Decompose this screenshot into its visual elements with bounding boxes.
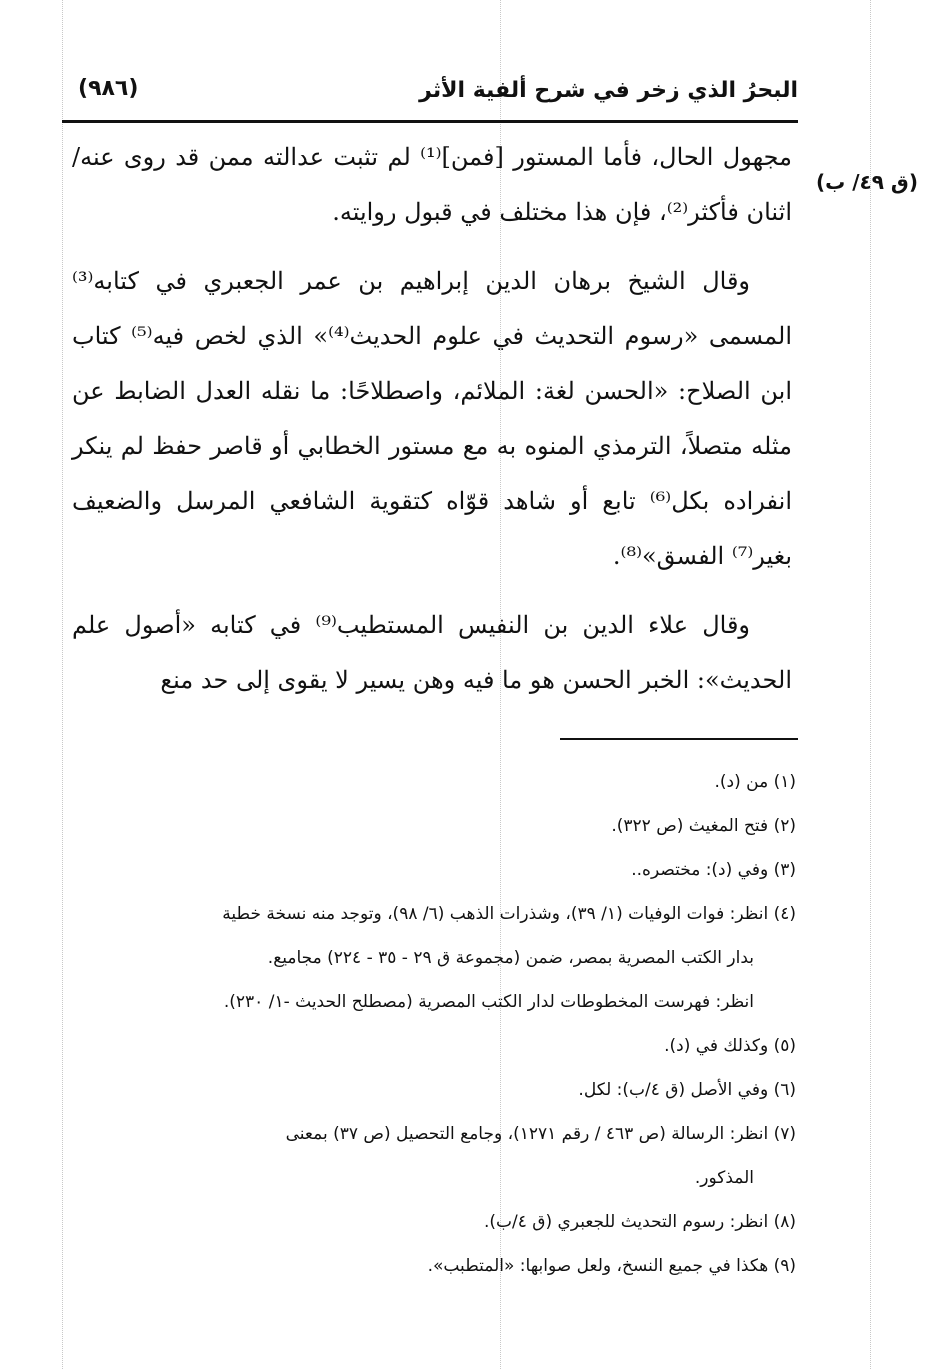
manuscript-folio-note: (ق ٤٩/ ب) <box>816 170 918 194</box>
paragraph: وقال الشيخ برهان الدين إبراهيم بن عمر الجعبري في كتابه⁽³⁾ المسمى «رسوم التحديث في علوم الحديث⁽⁴⁾» الذي لخص فيه⁽⁵⁾ كتاب ابن الصلاح: «الحسن لغة: الملائم، واصطلاحًا: ما نقله العدل الضابط عن مثله متصلاً، الترمذي المنوه به مع مستور الخطابي أو قاصر حفظ لم ينكر انفراده بكل⁽⁶⁾ تابع أو شاهد قوّاه كتقوية الشافعي المرسل والضعيف بغير⁽⁷⁾ الفسق»⁽⁸⁾. <box>72 267 793 570</box>
footnote-separator <box>560 738 798 740</box>
main-text <box>72 130 792 708</box>
scan-guide-line <box>62 0 63 1369</box>
footnote-continuation: المذكور. <box>694 1168 754 1188</box>
footnote: (١) من (د). <box>714 772 796 792</box>
footnotes <box>84 760 796 1288</box>
footnote: (٦) وفي الأصل (ق ٤/ب): لكل. <box>578 1080 796 1100</box>
page-number: (٩٨٦) <box>78 76 139 101</box>
paragraph: وقال علاء الدين بن النفيس المستطيب⁽⁹⁾ في كتابه «أصول علم الحديث»: الخبر الحسن هو ما فيه وهن يسير لا يقوى إلى حد منع <box>72 611 792 694</box>
page-header <box>62 72 798 112</box>
running-title: البحرُ الذي زخر في شرح ألفية الأثر <box>419 78 798 103</box>
footnote: (٥) وكذلك في (د). <box>664 1036 796 1056</box>
footnote-continuation: انظر: فهرست المخطوطات لدار الكتب المصرية (مصطلح الحديث -١/ ٢٣٠). <box>223 992 754 1012</box>
footnote: (٤) انظر: فوات الوفيات (١/ ٣٩)، وشذرات الذهب (٦/ ٩٨)، وتوجد منه نسخة خطية <box>222 904 796 924</box>
footnote: (٣) وفي (د): مختصره.. <box>631 860 796 880</box>
paragraph: مجهول الحال، فأما المستور [فمن]⁽¹⁾ لم تثبت عدالته ممن قد روى عنه/ اثنان فأكثر⁽²⁾، فإن هذا مختلف في قبول روايته. <box>72 143 792 226</box>
footnote-continuation: بدار الكتب المصرية بمصر، ضمن (مجموعة ق ٢٩ - ٣٥ - ٢٢٤) مجاميع. <box>267 948 754 968</box>
footnote: (٢) فتح المغيث (ص ٣٢٢). <box>611 816 796 836</box>
scan-guide-line <box>870 0 871 1369</box>
footnote: (٧) انظر: الرسالة (ص ٤٦٣ / رقم ١٢٧١)، وجامع التحصيل (ص ٣٧) بمعنى <box>285 1124 796 1144</box>
header-rule <box>62 120 798 123</box>
footnote: (٨) انظر: رسوم التحديث للجعبري (ق ٤/ب). <box>483 1212 796 1232</box>
footnote: (٩) هكذا في جميع النسخ، ولعل صوابها: «المتطبب». <box>427 1256 796 1276</box>
